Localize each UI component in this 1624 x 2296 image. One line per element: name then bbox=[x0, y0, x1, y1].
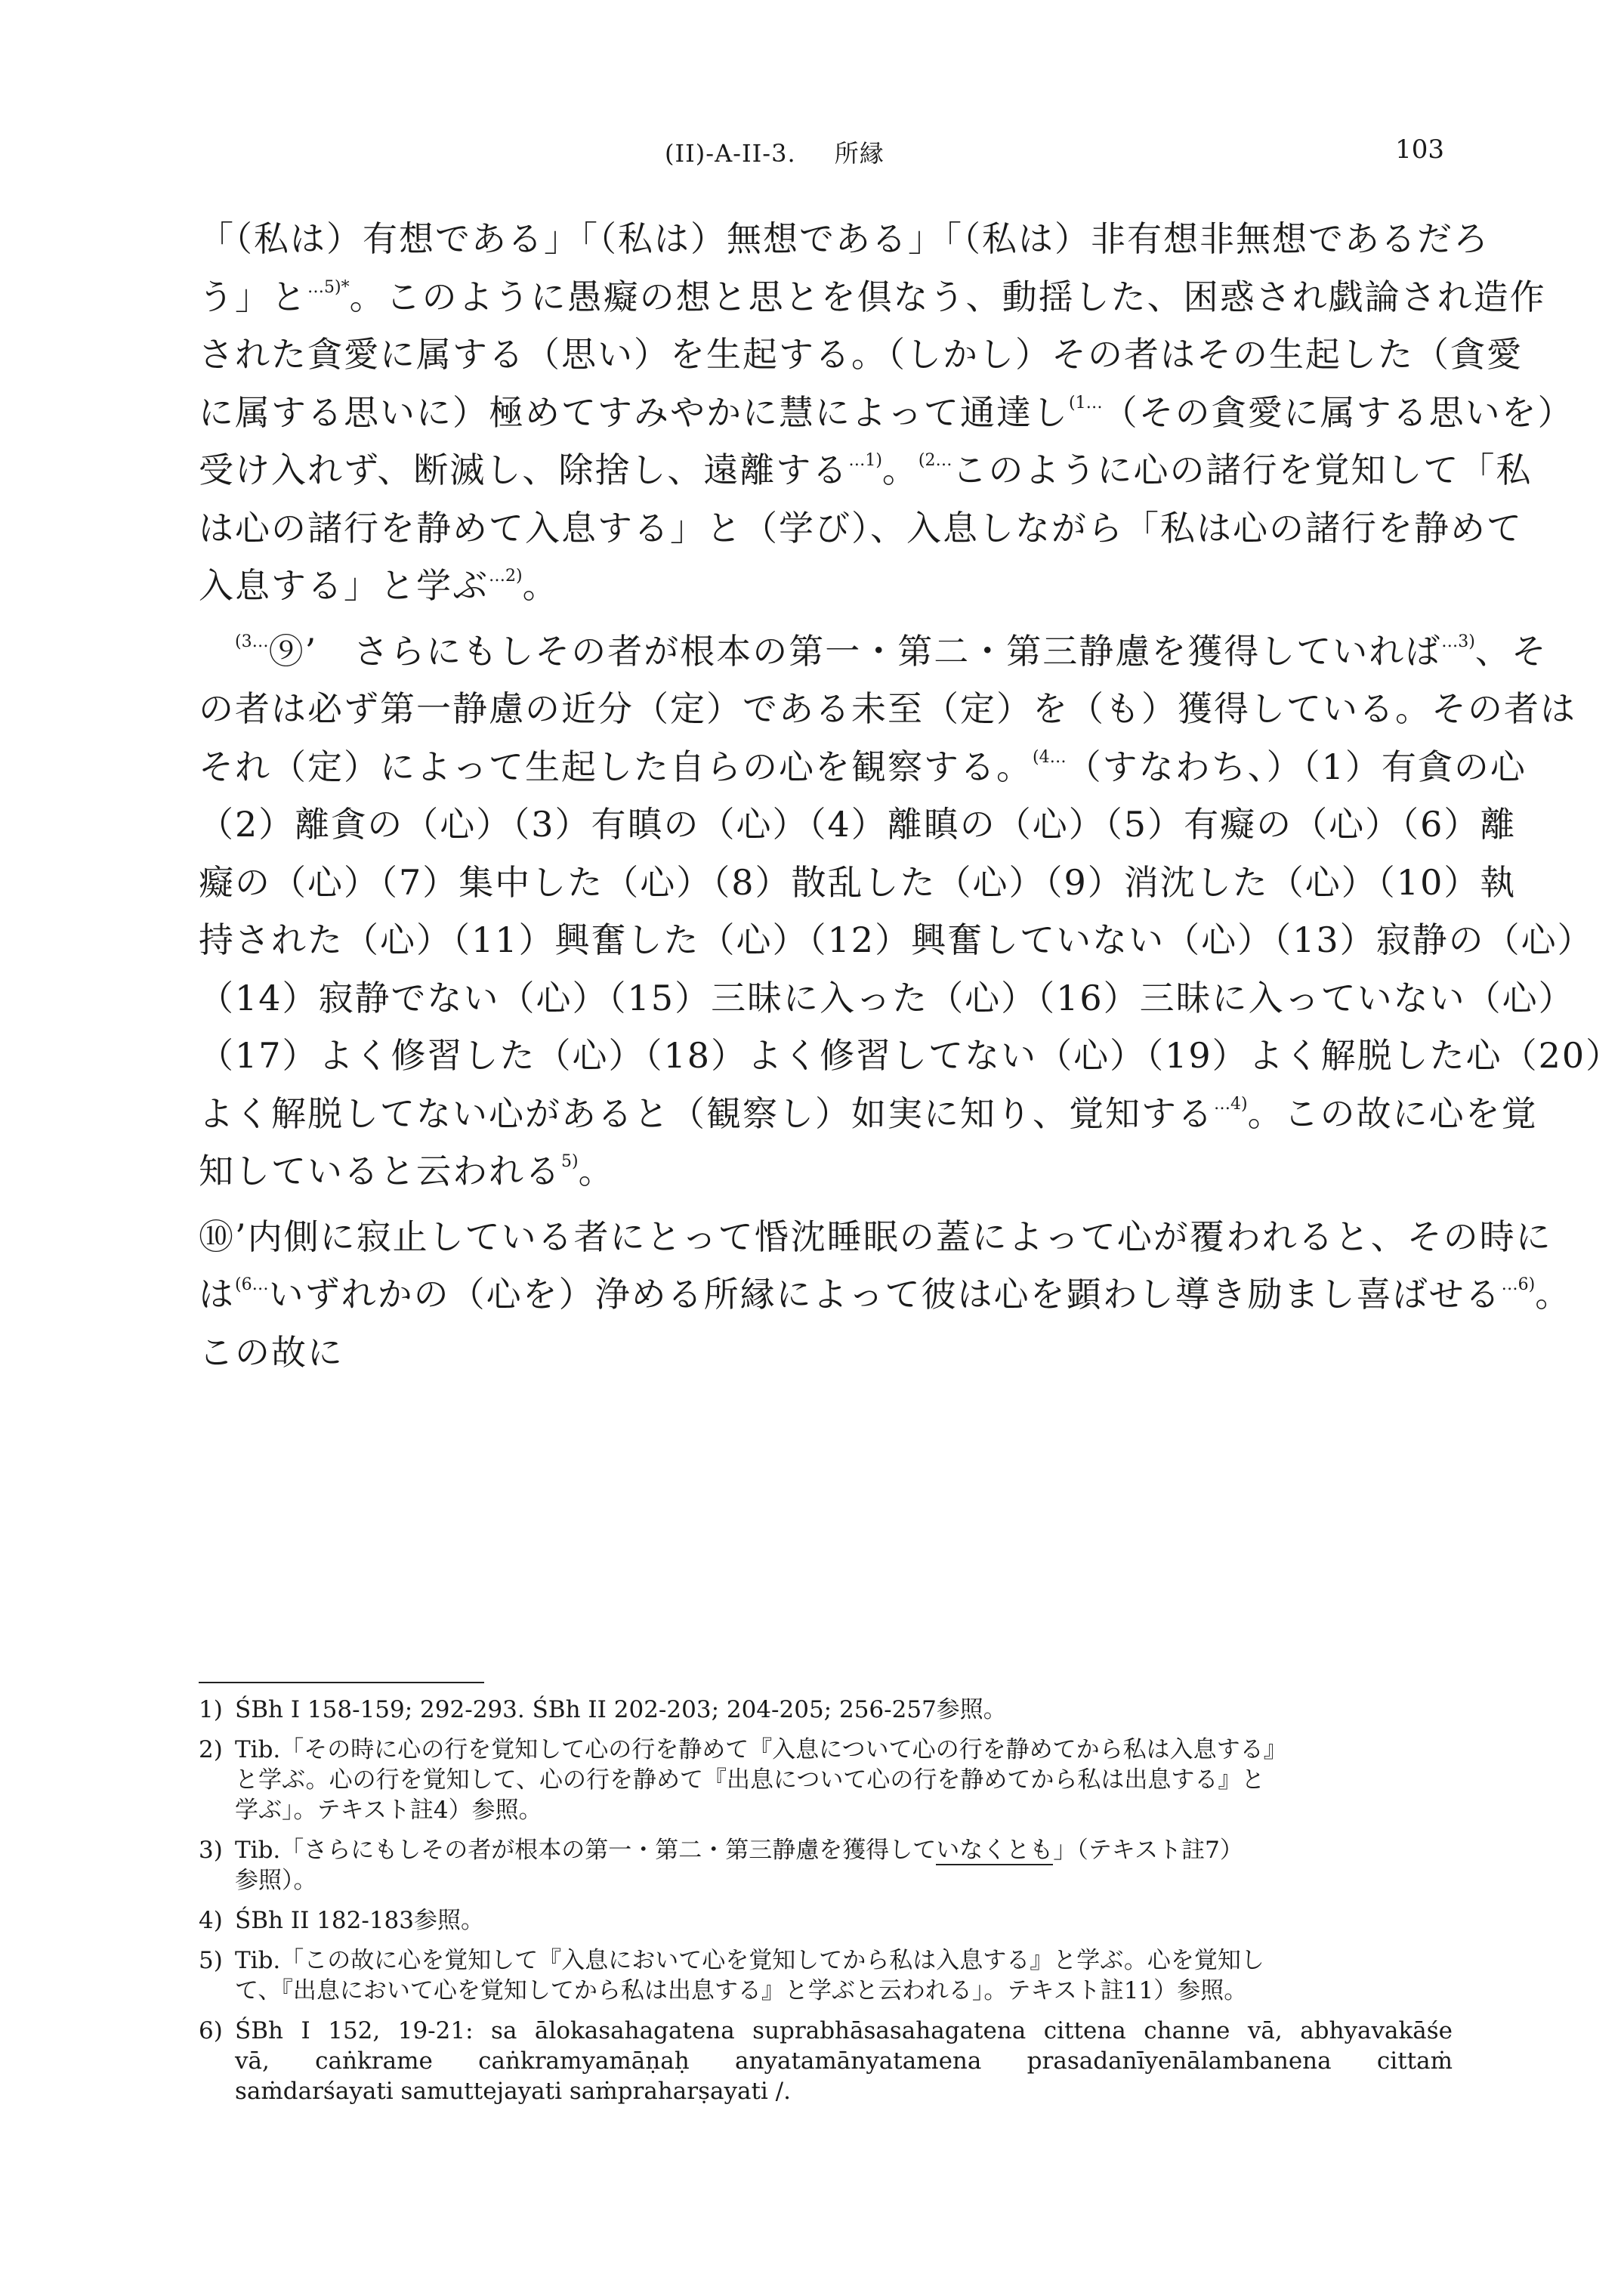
note-marker: …6) bbox=[1501, 1275, 1536, 1294]
text-line: この故に bbox=[199, 1331, 344, 1373]
header-section-number: (II)-A-II-3. bbox=[665, 139, 796, 168]
text-line: よく解脱してない心があると（観察し）如実に知り、覚知する$^{\dots 4)}$。この故に心を覚 bbox=[199, 1092, 1538, 1134]
footnote-line: ŚBh II 182-183参照。 bbox=[235, 1907, 484, 1934]
footnote bbox=[199, 1835, 1453, 1896]
note-marker: …2) bbox=[489, 567, 523, 586]
text-line: （17）よく修習した（心）（18）よく修習してない（心）（19）よく解脱した心（20） bbox=[199, 1035, 1622, 1076]
text-line: それ（定）によって生起した自らの心を観察する。$^{(4\dots}$（すなわち、）（1）有貪の心 bbox=[199, 746, 1527, 787]
text-line: は$^{(6\dots}$いずれかの（心を）浄める所縁によって彼は心を顕わし導き励まし喜ばせる$^{\dots 6)}$。 bbox=[199, 1274, 1572, 1315]
note-marker: (2… bbox=[918, 451, 952, 470]
note-marker: …3) bbox=[1441, 632, 1475, 651]
footnote-line: 学ぶ」。テキスト註4）参照。 bbox=[235, 1797, 542, 1824]
footnote-line: と学ぶ。心の行を覚知して、心の行を静めて『出息について心の行を静めてから私は出息する』と bbox=[235, 1766, 1265, 1794]
text-line: 知していると云われる$^{5)}$。 bbox=[199, 1151, 615, 1191]
text-line: に属する思いに）極めてすみやかに慧によって通達し$^{(1\dots}$（その貪愛に属する思いを） bbox=[199, 391, 1574, 433]
footnote bbox=[199, 1695, 1453, 1725]
note-marker: …4) bbox=[1214, 1094, 1248, 1114]
note-marker: …5)* bbox=[307, 277, 350, 297]
text-line: 持された（心）（11）興奮した（心）（12）興奮していない（心）（13）寂静の（心） bbox=[199, 919, 1594, 960]
main-text bbox=[199, 210, 1622, 1381]
text-line: （14）寂静でない（心）（15）三昧に入った（心）（16）三昧に入っていない（心） bbox=[199, 977, 1575, 1018]
note-marker: …1) bbox=[848, 451, 882, 470]
footnote-number: 4) bbox=[199, 1907, 223, 1934]
note-marker: (3… bbox=[235, 632, 269, 651]
text-line: う」と$^{\dots 5)*}$。このように愚癡の想と思とを倶なう、動揺した、困惑され戯論され造作 bbox=[199, 276, 1546, 317]
text-line: 受け入れず、断滅し、除捨し、遠離する$^{\dots 1)}$。$^{(2\dots}$このように心の諸行を覚知して「私 bbox=[199, 450, 1533, 490]
note-marker: (6… bbox=[235, 1275, 269, 1294]
footnote-divider bbox=[199, 1682, 484, 1683]
footnote-line: て、『出息において心を覚知してから私は出息する』と学ぶと云われる」。テキスト註11）参照。 bbox=[235, 1977, 1248, 2004]
footnote bbox=[199, 1945, 1453, 2006]
text-line: 癡の（心）（7）集中した（心）（8）散乱した（心）（9）消沈した（心）（10）執 bbox=[199, 861, 1517, 903]
text-line: 「（私は）有想である」「（私は）無想である」「（私は）非有想非無想であるだろ bbox=[199, 218, 1490, 259]
footnote-line: Tib.「この故に心を覚知して『入息において心を覚知してから私は入息する』と学ぶ。心を覚知し bbox=[235, 1947, 1264, 1974]
header-title: 所縁 bbox=[834, 139, 885, 168]
underlined-phrase: いなくとも bbox=[936, 1837, 1054, 1864]
footnote-line: saṁdarśayati samuttejayati saṁpraharṣayati /. bbox=[235, 2078, 791, 2105]
text-line: の者は必ず第一静慮の近分（定）である未至（定）を（も）獲得している。その者は bbox=[199, 688, 1576, 729]
footnote bbox=[199, 1735, 1453, 1825]
footnotes bbox=[199, 1695, 1453, 2116]
footnote bbox=[199, 2016, 1453, 2106]
text-line: $^{(3\dots}$⑨’ さらにもしその者が根本の第一・第二・第三静慮を獲得していれば$^{\dots 3)}$、そ bbox=[235, 630, 1548, 672]
footnote-line: Tib.「その時に心の行を覚知して心の行を静めて『入息について心の行を静めてから私は入息する』 bbox=[235, 1736, 1287, 1763]
footnote-number: 5) bbox=[199, 1947, 223, 1974]
footnote-number: 2) bbox=[199, 1736, 223, 1763]
running-header bbox=[665, 134, 885, 169]
text-line: ⑩’内側に寂止している者にとって惛沈睡眠の蓋によって心が覆われると、その時に bbox=[199, 1216, 1552, 1257]
note-marker: (1… bbox=[1069, 393, 1103, 413]
text-line: は心の諸行を静めて入息する」と（学び）、入息しながら「私は心の諸行を静めて bbox=[199, 507, 1523, 549]
page-number: 103 bbox=[1395, 134, 1444, 165]
footnote-line: ŚBh I 158-159; 292-293. ŚBh II 202-203; 204-205; 256-257参照。 bbox=[235, 1696, 1007, 1723]
footnote-number: 6) bbox=[199, 2017, 223, 2044]
text-line: された貪愛に属する（思い）を生起する。（しかし）その者はその生起した（貪愛 bbox=[199, 334, 1523, 375]
footnote bbox=[199, 1905, 1453, 1936]
note-marker: 5) bbox=[561, 1152, 579, 1171]
text-line: 入息する」と学ぶ$^{\dots 2)}$。 bbox=[199, 565, 559, 606]
note-marker: (4… bbox=[1033, 747, 1067, 767]
footnote-number: 1) bbox=[199, 1696, 223, 1723]
footnote-line: Tib.「さらにもしその者が根本の第一・第二・第三静慮を獲得していなくとも」（テキスト註7） bbox=[235, 1837, 1243, 1864]
footnote-line: ŚBh I 152, 19-21: sa ālokasahagatena suprabhāsasahagatena cittena channe vā, abhyavakāśe bbox=[235, 2017, 1453, 2044]
footnote-number: 3) bbox=[199, 1837, 223, 1864]
footnote-line: vā, caṅkrame caṅkramyamāṇaḥ anyatamānyatamena prasadanīyenālambanena cittaṁ bbox=[235, 2047, 1453, 2075]
footnote-line: 参照）。 bbox=[235, 1867, 317, 1894]
text-line: （2）離貪の（心）（3）有瞋の（心）（4）離瞋の（心）（5）有癡の（心）（6）離 bbox=[199, 804, 1517, 845]
